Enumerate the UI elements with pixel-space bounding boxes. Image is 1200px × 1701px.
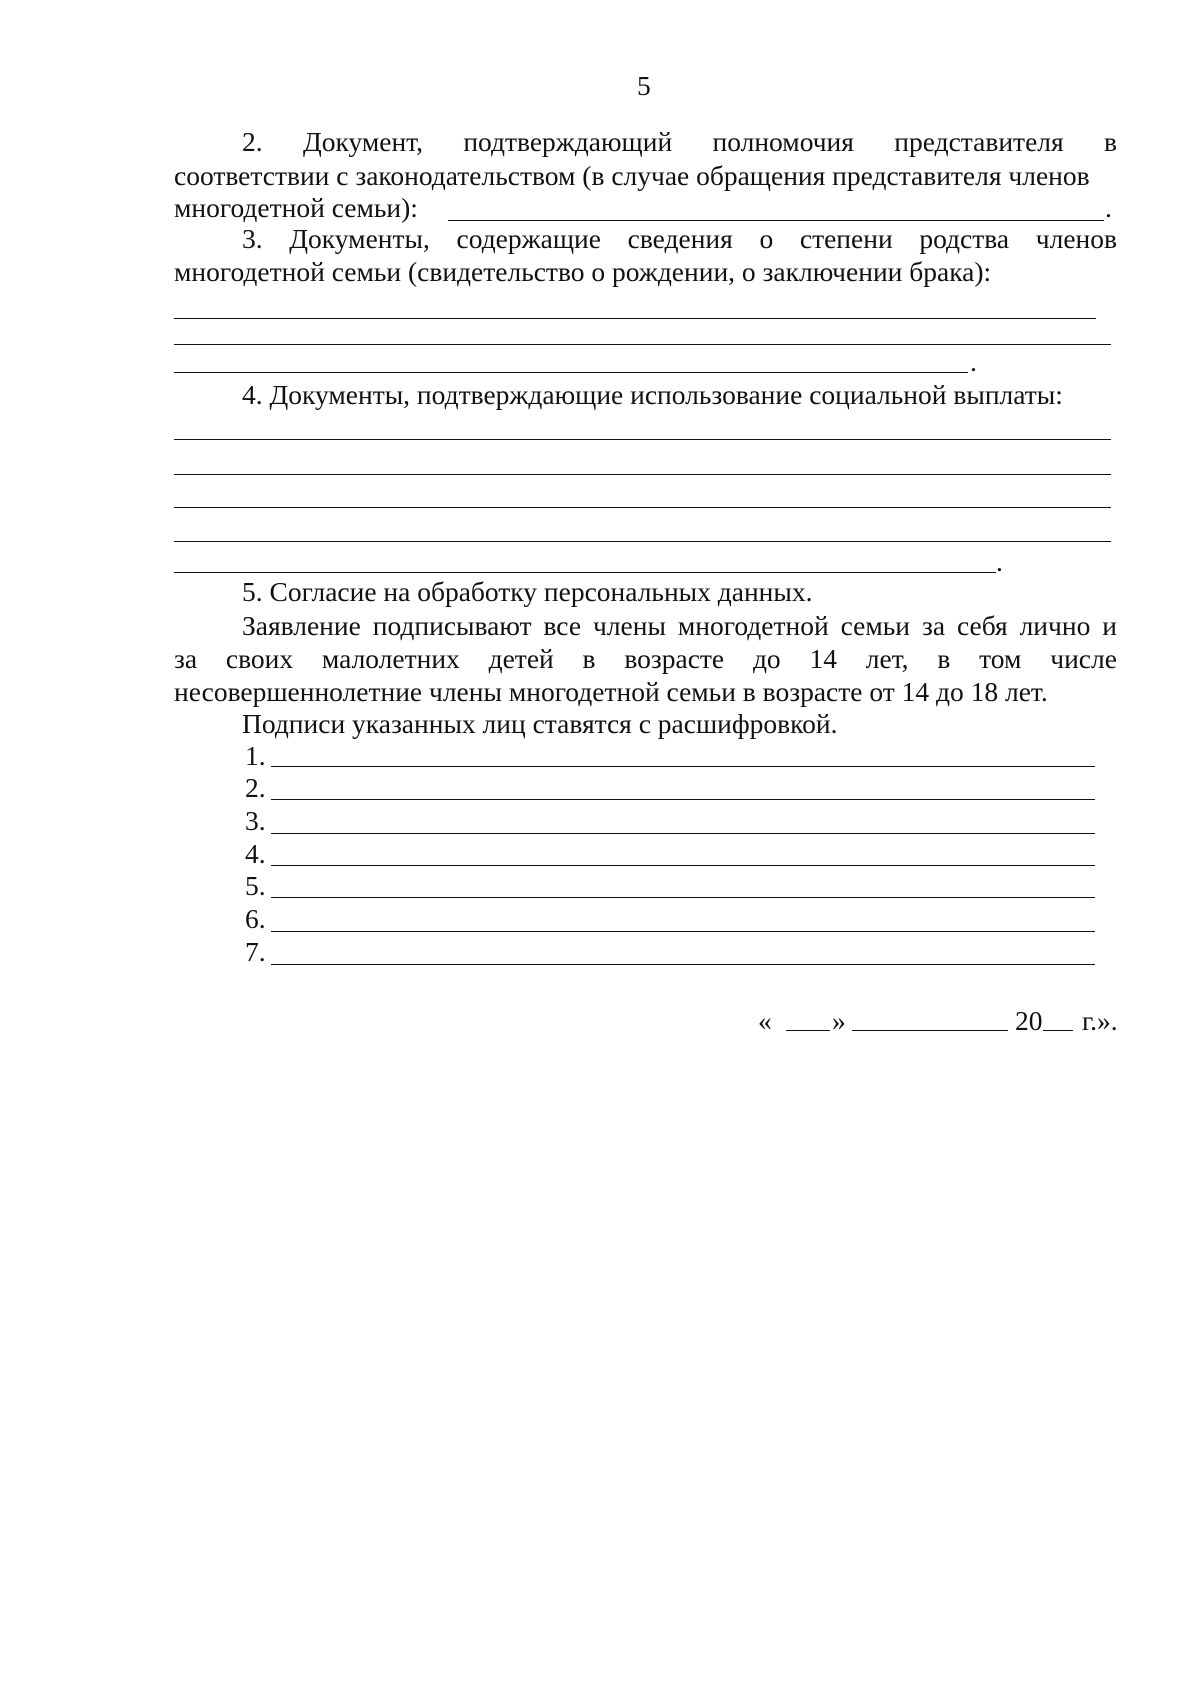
date-close-quote: » <box>832 1005 846 1036</box>
signatures-intro: Подписи указанных лиц ставятся с расшифровкой. <box>242 708 838 739</box>
item-3-line-2: многодетной семьи (свидетельство о рождении, о заключении брака): <box>174 256 992 287</box>
statement-line-1 <box>242 610 1117 642</box>
word: малолетних <box>321 643 460 674</box>
word: членов <box>1035 223 1117 254</box>
item-5-heading: 5. Согласие на обработку персональных данных. <box>242 576 813 607</box>
signature-number-6: 6. <box>245 903 266 934</box>
word: детей <box>488 643 554 674</box>
item-2-line-3: многодетной семьи): <box>174 192 418 223</box>
signature-number-7: 7. <box>245 936 266 967</box>
date-month-blank[interactable] <box>852 1030 1008 1031</box>
word: том <box>979 643 1022 674</box>
item-3-line-1 <box>242 223 1117 255</box>
item-4-blank-line-4[interactable] <box>174 541 1111 542</box>
date-open-quote: « <box>758 1005 772 1036</box>
signature-line-6[interactable] <box>271 931 1095 932</box>
signature-line-3[interactable] <box>271 833 1095 834</box>
word: своих <box>225 643 294 674</box>
item-4-blank-line-3[interactable] <box>174 507 1111 508</box>
word: Документ, <box>302 126 423 157</box>
word: степени <box>799 223 893 254</box>
item-4-end-dot: . <box>996 546 1003 577</box>
item-4-blank-line-1[interactable] <box>174 439 1111 440</box>
date-day-blank[interactable] <box>786 1030 830 1031</box>
item-2-blank-line[interactable] <box>448 220 1104 221</box>
signature-number-2: 2. <box>245 772 266 803</box>
word: подтверждающий <box>463 126 673 157</box>
signature-number-4: 4. <box>245 838 266 869</box>
item-4-blank-line-2[interactable] <box>174 474 1111 475</box>
word: в <box>1104 126 1117 157</box>
word: содержащие <box>456 223 601 254</box>
word: члены <box>592 610 666 641</box>
word: в <box>582 643 596 674</box>
word: семьи <box>840 610 911 641</box>
item-3-blank-line-2[interactable] <box>174 344 1111 345</box>
word: многодетной <box>677 610 829 641</box>
word: 3. <box>242 223 263 254</box>
statement-line-2 <box>174 643 1117 675</box>
item-4-blank-line-5[interactable] <box>174 572 996 573</box>
item-2-line-1 <box>242 126 1117 158</box>
item-2-line-2: соответствии с законодательством (в случае обращения представителя членов <box>174 160 1090 191</box>
word: и <box>1102 610 1117 641</box>
word: Заявление <box>242 610 361 641</box>
word: числе <box>1050 643 1117 674</box>
word: 14 <box>809 643 837 674</box>
signature-line-7[interactable] <box>271 964 1095 965</box>
signature-line-2[interactable] <box>271 799 1095 800</box>
date-year-blank[interactable] <box>1043 1030 1073 1031</box>
signature-line-5[interactable] <box>271 897 1095 898</box>
word: о <box>759 223 774 254</box>
word: за <box>174 643 198 674</box>
signature-line-1[interactable] <box>271 766 1095 767</box>
statement-line-3: несовершеннолетние члены многодетной семьи в возрасте от 14 до 18 лет. <box>174 676 1048 707</box>
word: 2. <box>242 126 263 157</box>
word: в <box>937 643 951 674</box>
item-3-blank-line-1[interactable] <box>174 318 1096 319</box>
word: представителя <box>894 126 1064 157</box>
word: лично <box>1019 610 1091 641</box>
item-3-blank-line-3[interactable] <box>174 372 968 373</box>
word: до <box>752 643 781 674</box>
page-number: 5 <box>637 70 651 101</box>
word: Документы, <box>289 223 430 254</box>
word: возрасте <box>624 643 725 674</box>
word: родства <box>919 223 1010 254</box>
signature-number-3: 3. <box>245 805 266 836</box>
word: лет, <box>865 643 909 674</box>
date-suffix: г.». <box>1082 1005 1118 1036</box>
signature-line-4[interactable] <box>271 865 1095 866</box>
item-2-end-dot: . <box>1105 192 1112 223</box>
word: сведения <box>627 223 733 254</box>
signature-number-5: 5. <box>245 870 266 901</box>
word: все <box>543 610 582 641</box>
item-4-heading: 4. Документы, подтверждающие использование социальной выплаты: <box>242 379 1063 410</box>
date-year-prefix: 20 <box>1015 1005 1043 1036</box>
item-3-end-dot: . <box>970 346 977 377</box>
signature-number-1: 1. <box>245 740 266 771</box>
word: полномочия <box>712 126 854 157</box>
word: себя <box>956 610 1008 641</box>
word: за <box>921 610 946 641</box>
word: подписывают <box>372 610 532 641</box>
